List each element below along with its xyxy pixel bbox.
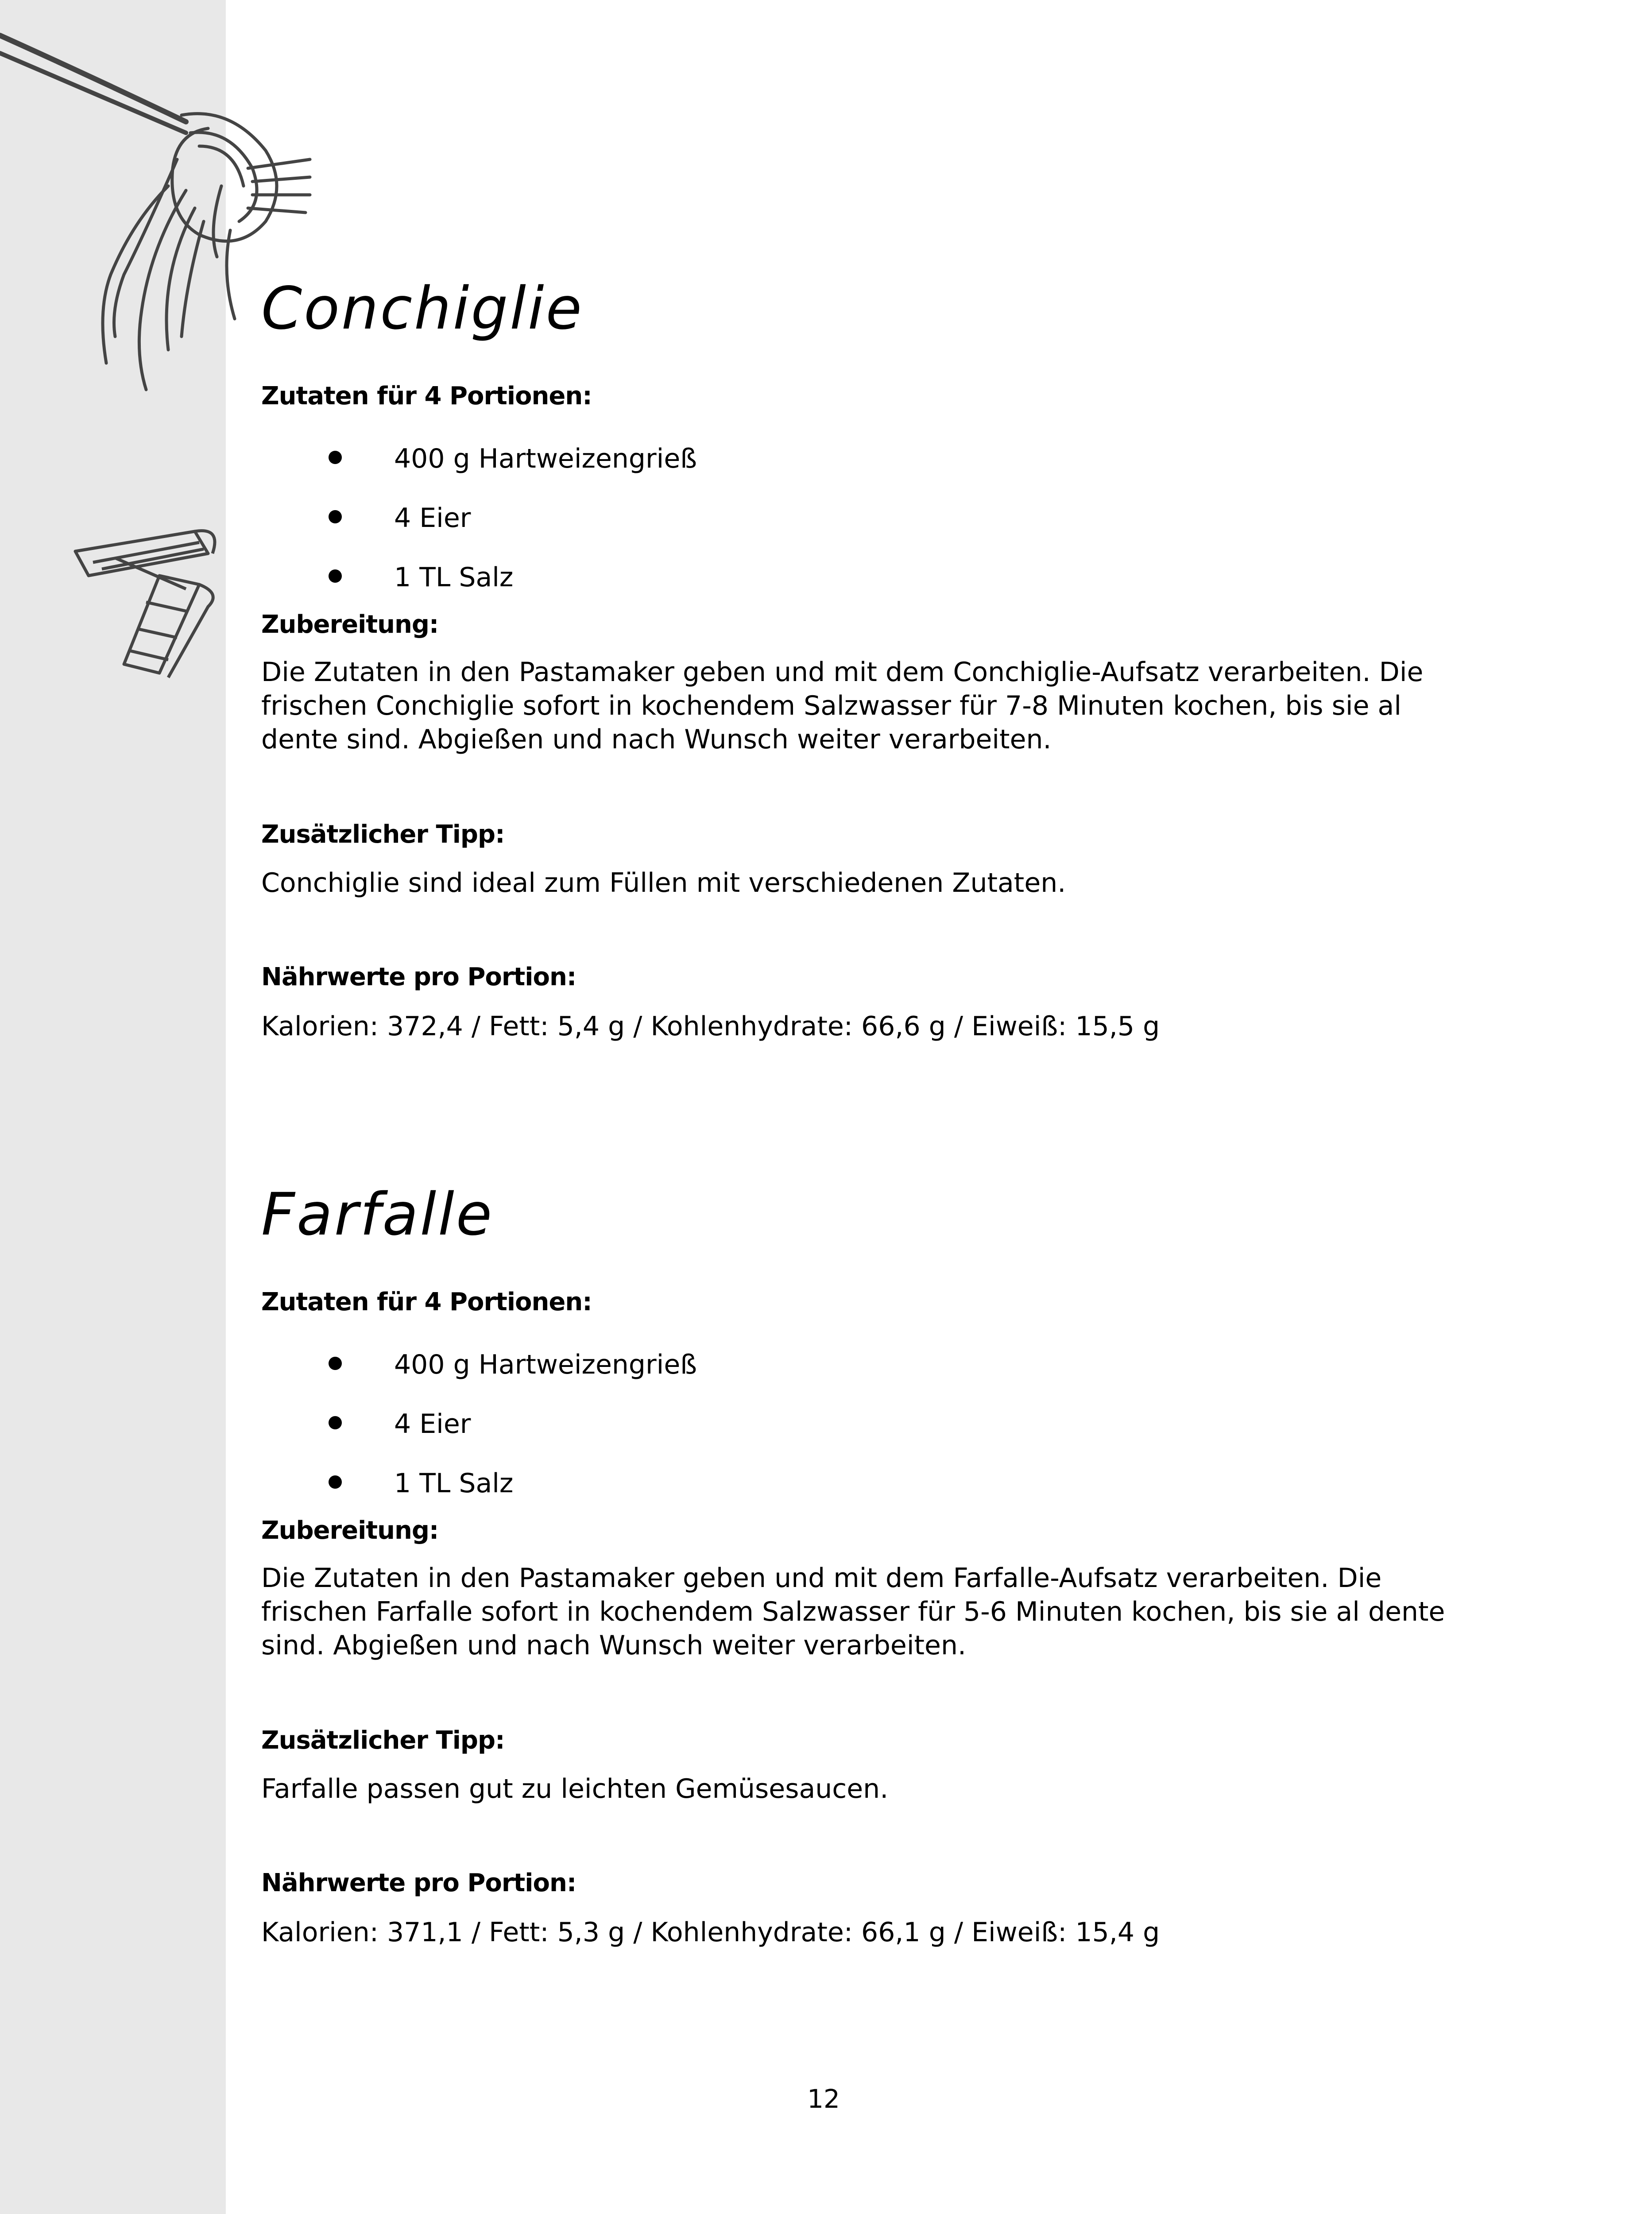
nutrition-text: Kalorien: 372,4 / Fett: 5,4 g / Kohlenhydrate: 66,6 g / Eiweiß: 15,5 g xyxy=(261,1011,1160,1042)
preparation-heading: Zubereitung: xyxy=(261,610,439,639)
preparation-line: Die Zutaten in den Pastamaker geben und mit dem Farfalle-Aufsatz verarbeiten. Die xyxy=(261,1563,1382,1594)
recipe-title: Farfalle xyxy=(261,1181,494,1249)
bullet-icon xyxy=(329,451,342,464)
bullet-icon xyxy=(329,1475,342,1489)
ingredient-text: 400 g Hartweizengrieß xyxy=(394,443,697,474)
preparation-heading: Zubereitung: xyxy=(261,1516,439,1545)
list-item xyxy=(261,1467,881,1500)
tip-heading: Zusätzlicher Tipp: xyxy=(261,1726,505,1755)
preparation-line: frischen Conchiglie sofort in kochendem Salzwasser für 7-8 Minuten kochen, bis sie al xyxy=(261,690,1401,721)
bullet-icon xyxy=(329,1416,342,1429)
ingredient-text: 4 Eier xyxy=(394,1409,471,1440)
tip-text: Conchiglie sind ideal zum Füllen mit verschiedenen Zutaten. xyxy=(261,867,1066,898)
list-item xyxy=(261,1348,881,1382)
ingredient-text: 400 g Hartweizengrieß xyxy=(394,1349,697,1380)
bullet-icon xyxy=(329,569,342,583)
preparation-text xyxy=(261,655,1423,756)
list-item xyxy=(261,442,881,476)
ingredient-text: 4 Eier xyxy=(394,503,471,534)
preparation-line: Die Zutaten in den Pastamaker geben und mit dem Conchiglie-Aufsatz verarbeiten. Die xyxy=(261,657,1424,688)
preparation-line: frischen Farfalle sofort in kochendem Salzwasser für 5-6 Minuten kochen, bis sie al dente xyxy=(261,1596,1445,1627)
ingredients-heading: Zutaten für 4 Portionen: xyxy=(261,1288,592,1316)
page-number: 12 xyxy=(807,2084,840,2114)
ingredients-heading: Zutaten für 4 Portionen: xyxy=(261,382,592,410)
nutrition-heading: Nährwerte pro Portion: xyxy=(261,963,576,991)
list-item xyxy=(261,561,881,594)
tip-text: Farfalle passen gut zu leichten Gemüsesaucen. xyxy=(261,1773,889,1804)
nutrition-heading: Nährwerte pro Portion: xyxy=(261,1869,576,1897)
tip-heading: Zusätzlicher Tipp: xyxy=(261,820,505,849)
recipe-title: Conchiglie xyxy=(261,275,584,343)
preparation-line: sind. Abgießen und nach Wunsch weiter verarbeiten. xyxy=(261,1630,967,1661)
penne-pasta-icon xyxy=(75,531,215,677)
bullet-icon xyxy=(329,510,342,523)
ingredient-text: 1 TL Salz xyxy=(394,1468,514,1499)
preparation-text xyxy=(261,1561,1445,1662)
ingredient-text: 1 TL Salz xyxy=(394,562,514,593)
list-item xyxy=(261,501,881,535)
preparation-line: dente sind. Abgießen und nach Wunsch weiter verarbeiten. xyxy=(261,724,1052,755)
list-item xyxy=(261,1407,881,1441)
nutrition-text: Kalorien: 371,1 / Fett: 5,3 g / Kohlenhydrate: 66,1 g / Eiweiß: 15,4 g xyxy=(261,1917,1160,1948)
bullet-icon xyxy=(329,1357,342,1370)
